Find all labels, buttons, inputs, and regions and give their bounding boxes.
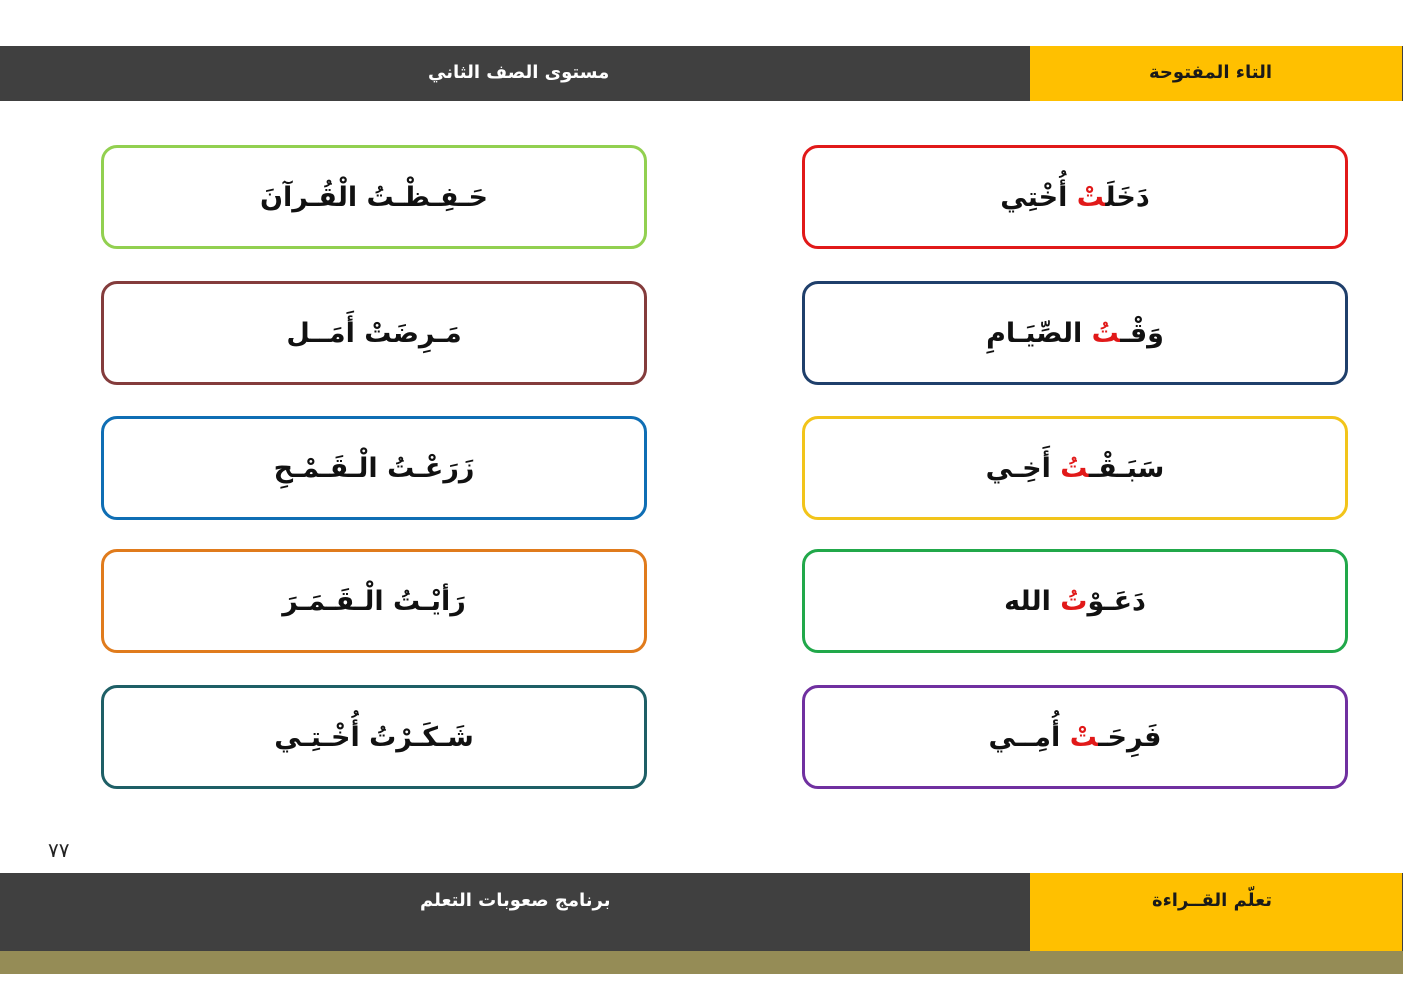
phrase-card-right — [802, 145, 1348, 249]
open-taa-highlight: تُ — [1060, 452, 1089, 484]
phrase-part: دَخَلَ — [1105, 181, 1150, 213]
header-topic-panel — [1030, 46, 1402, 101]
phrase-part: الله — [1004, 585, 1061, 617]
phrase-part: فَرِحَـ — [1098, 721, 1162, 753]
open-taa-highlight: تْ — [1076, 181, 1106, 213]
open-taa-highlight: تُ — [1060, 585, 1088, 617]
phrase-part: الصِّيَـامِ — [986, 317, 1092, 349]
phrase-text: زَرَعْـتُ الْـقَـمْـحِ — [273, 452, 475, 484]
phrase-part: سَبَـقْـ — [1088, 452, 1165, 484]
phrase-card-left — [101, 416, 647, 520]
phrase-text — [989, 722, 1162, 753]
footer-series-panel — [1030, 873, 1402, 951]
header-level-title: مستوى الصف الثاني — [428, 62, 610, 83]
footer-olive-strip — [0, 951, 1403, 974]
phrase-part: أَخِـي — [985, 452, 1061, 484]
footer-series-title: تعلّم القــراءة — [1151, 890, 1272, 911]
footer-program-title: برنامج صعوبات التعلم — [420, 890, 611, 911]
phrase-card-left — [101, 685, 647, 789]
phrase-text: مَـرِضَتْ أَمَــل — [286, 317, 462, 349]
page-number: ٧٧ — [48, 838, 70, 862]
phrase-text — [986, 453, 1165, 484]
phrase-card-right — [802, 281, 1348, 385]
phrase-text: رَأيْـتُ الْـقَـمَـرَ — [282, 585, 466, 617]
phrase-part: أُمِــي — [988, 721, 1070, 753]
phrase-card-right — [802, 685, 1348, 789]
phrase-part: وَقْـ — [1120, 317, 1164, 349]
phrase-card-left — [101, 281, 647, 385]
phrase-text: شَـكَـرْتُ أُخْـتِـي — [274, 721, 474, 753]
phrase-text: حَـفِـظْـتُ الْقُـرآنَ — [259, 181, 488, 213]
phrase-part: أُخْتِي — [1000, 181, 1077, 213]
phrase-card-left — [101, 549, 647, 653]
open-taa-highlight: تْ — [1069, 721, 1099, 753]
header-topic-title: التاء المفتوحة — [1149, 62, 1272, 83]
phrase-card-left — [101, 145, 647, 249]
phrase-text — [1004, 586, 1146, 617]
phrase-part: دَعَـوْ — [1087, 585, 1146, 617]
phrase-card-right — [802, 416, 1348, 520]
phrase-text — [986, 318, 1164, 349]
phrase-card-right — [802, 549, 1348, 653]
phrase-text — [1000, 182, 1149, 213]
open-taa-highlight: تُ — [1091, 317, 1121, 349]
